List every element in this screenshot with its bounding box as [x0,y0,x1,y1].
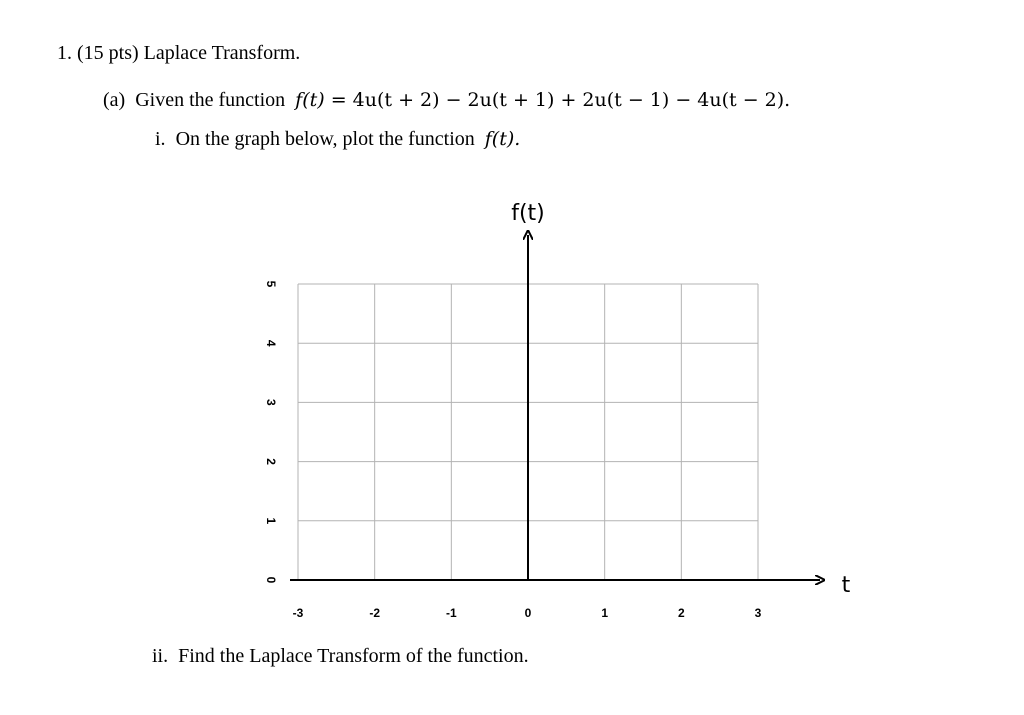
x-tick-label: 3 [754,606,762,620]
x-tick-label: 1 [601,606,609,620]
y-tick-label: 2 [264,458,278,465]
x-tick-label: -2 [369,606,381,620]
x-tick-label: 2 [677,606,685,620]
x-axis-title: t [841,573,851,598]
equation-rhs: 4u(t + 2) − 2u(t + 1) + 2u(t − 1) − 4u(t − 2). [352,89,791,111]
part-i-text: On the graph below, plot the function [175,128,475,150]
part-ii-text: Find the Laplace Transform of the function. [178,645,529,667]
x-tick-label: -1 [445,606,457,620]
y-tick-label: 4 [264,339,278,347]
y-tick-label: 1 [264,517,278,525]
y-axis-title: f(t) [511,201,545,226]
part-i-function: f(t). [484,128,521,150]
y-tick-label: 5 [264,280,278,288]
equation: f(t) = 4u(t + 2) − 2u(t + 1) + 2u(t − 1) − 4u(t − 2). [295,89,791,111]
part-ii-label: ii. [152,645,169,667]
heading-text: 1. (15 pts) Laplace Transform. [57,42,301,64]
y-tick-label: 0 [264,576,278,584]
equation-lhs: f(t) [295,89,325,111]
axes [290,235,820,580]
tick-labels [264,281,762,620]
x-tick-label: 0 [524,606,532,620]
y-tick-label: 3 [264,399,278,406]
part-a-label: (a) [103,89,126,111]
part-i-label: i. [155,128,166,150]
x-tick-label: -3 [292,606,304,620]
part-a-text: Given the function [135,89,286,111]
part-ii-line [152,645,529,668]
